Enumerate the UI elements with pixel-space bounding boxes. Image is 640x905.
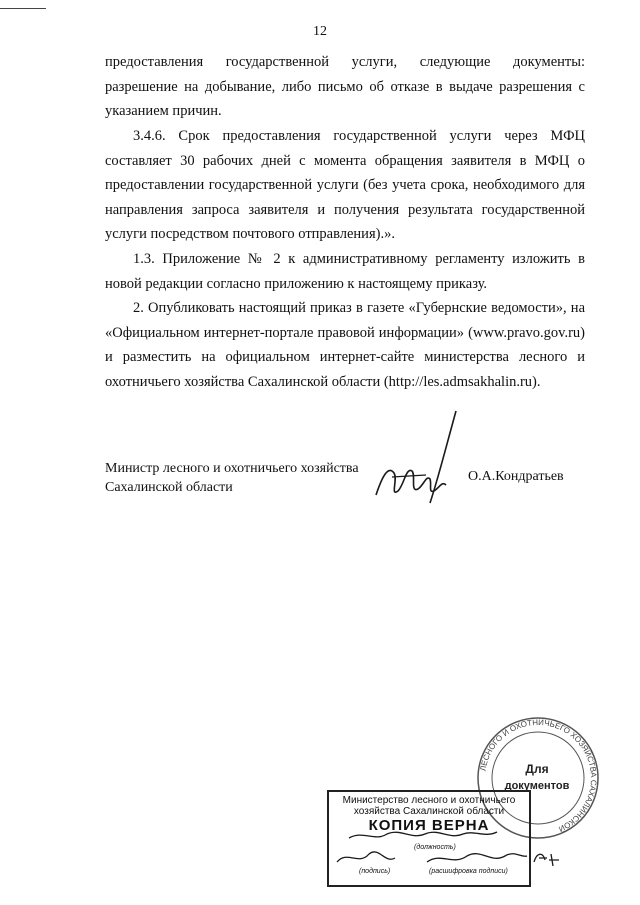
stamp-caption-signature: (подпись) (359, 868, 391, 875)
paragraph-continuation: предоставления государственной услуги, следующие документы: разрешение на добывание, либо письмо об отказе в выдаче разрешения с указанием причин. (105, 54, 585, 119)
stamp-ministry-line1: Министерство лесного и охотничьего (342, 795, 516, 806)
signatory-name: О.А.Кондратьев (468, 469, 564, 484)
paragraph-3-4-6: 3.4.6. Срок предоставления государственной услуги через МФЦ составляет 30 рабочих дней с момента обращения заявителя в МФЦ о предоставлении государственной услуги (без учета срока, необходимого для направления запроса заявителя и получения результата государственной услуги посредством почтового отправления).». (105, 128, 585, 242)
signatory-title-line2: Сахалинской области (105, 480, 233, 495)
seal-center-line1: Для (525, 762, 549, 776)
stamp-main-text: КОПИЯ ВЕРНА (368, 817, 490, 834)
stamp-caption-position: (должность) (414, 844, 456, 851)
corner-rule (0, 8, 46, 9)
handwritten-signature (368, 405, 463, 515)
seal-center-line2: документов (504, 780, 570, 792)
stamp-ministry-line2: хозяйства Сахалинской области (353, 806, 505, 817)
paragraph-1-3: 1.3. Приложение № 2 к административному регламенту изложить в новой редакции согласно приложению к настоящему приказу. (105, 251, 585, 292)
page-number: 12 (313, 24, 327, 39)
stamp-caption-decoding: (расшифровка подписи) (429, 868, 508, 875)
seal-ring-text: ЛЕСНОГО И ОХОТНИЧЬЕГО ХОЗЯЙСТВА САХАЛИНСКОЙ (478, 717, 599, 834)
signatory-title (105, 459, 375, 497)
signatory-title-line1: Министр лесного и охотничьего хозяйства (105, 461, 359, 476)
copy-certified-stamp (327, 790, 531, 887)
paragraph-2: 2. Опубликовать настоящий приказ в газете «Губернские ведомости», на «Официальном интернет-портале правовой информации» (www.pravo.gov.ru) и разместить на официальном интернет-сайте министерства лесного и охотничьего хозяйства Сахалинской области (http://les.admsakhalin.ru). (105, 300, 585, 390)
